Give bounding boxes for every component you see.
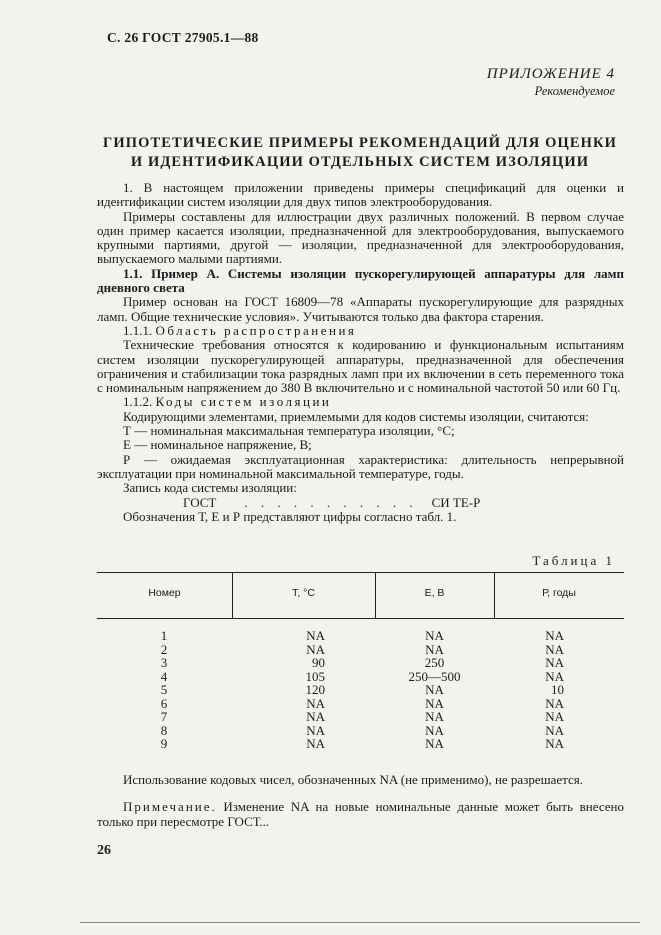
table-cell: 90 (312, 655, 325, 670)
code-template (97, 496, 624, 510)
paragraph-coding-elements: Кодирующими элементами, приемлемыми для кодов системы изоляции, считаются: (123, 408, 589, 424)
document-title (90, 134, 630, 172)
table-header-t: Т, °С (292, 587, 315, 599)
table-cell: NA (545, 628, 564, 643)
note-text: Изменение NA на новые номинальные данные может быть внесено только при пересмотре ГОСТ... (97, 799, 625, 829)
section-1-1-heading: 1.1. Пример А. Системы изоляции пускорегулирующей аппаратуры для ламп дневного света (97, 265, 624, 296)
section-1-1-2-heading (97, 395, 624, 409)
table-cell: NA (425, 628, 444, 643)
table-cell: 6 (160, 695, 168, 711)
code-left: ГОСТ (183, 494, 217, 510)
table-cell: NA (306, 641, 325, 657)
footer-text (97, 772, 624, 829)
table-cell: NA (545, 722, 564, 738)
paragraph-scope: Технические требования относятся к кодированию и функциональным испытаниям систем изоляции пускорегулирующей аппаратуры, предназначенной для обеспечения ограничения и стабилизации тока разрядных ламп при их включении в сеть переменного тока с номинальным напряжением до 380 В включительно и с номинальной частотой 50 или 60 Гц. (97, 337, 624, 396)
table-cell: 1 (160, 628, 168, 643)
table-column-t (285, 629, 325, 751)
appendix-status: Рекомендуемое (534, 84, 615, 98)
table-cell: 7 (160, 709, 168, 724)
appendix-label (487, 66, 615, 99)
table-cell: NA (545, 668, 564, 684)
table-cell: NA (545, 655, 564, 670)
table-cell: NA (306, 695, 325, 711)
table-cell: 250 (424, 655, 445, 670)
page-header: С. 26 ГОСТ 27905.1—88 (107, 30, 259, 45)
table-cell: 3 (160, 655, 168, 670)
list-item-t: Т — номинальная максимальная температура изоляции, °С; (123, 423, 455, 439)
paragraph-intro: 1. В настоящем приложении приведены примеры спецификаций для оценки и идентификации систем изоляции для двух типов электрооборудования. (97, 180, 624, 210)
table-cell: 10 (551, 682, 564, 697)
table-column-e (375, 629, 494, 751)
table-cell: NA (425, 736, 444, 751)
paragraph-notation: Обозначения Т, Е и Р представляют цифры согласно табл. 1. (123, 508, 457, 524)
table-caption: Таблица 1 (532, 553, 615, 568)
table-cell: 105 (305, 668, 325, 684)
section-number: 1.1.2. (123, 394, 153, 410)
table-cell: NA (545, 709, 564, 724)
table-cell: 250—500 (408, 668, 461, 684)
paragraph-na-usage: Использование кодовых чисел, обозначенных NA (не применимо), не разрешается. (123, 772, 583, 787)
table-cell: 2 (160, 641, 168, 657)
code-right: СИ ТЕ-Р (431, 494, 481, 510)
table-column-p (524, 629, 564, 751)
table-header-number: Номер (148, 587, 181, 599)
table-header-e: Е, В (424, 587, 445, 599)
table-header-rule (97, 618, 624, 619)
list-item-e: Е — номинальное напряжение, В; (123, 437, 312, 453)
table-cell: NA (425, 695, 444, 711)
section-number: 1.1.1. (123, 322, 153, 338)
table-cell: NA (306, 722, 325, 738)
section-title: Область распространения (155, 322, 357, 338)
table-cell: NA (306, 628, 325, 643)
code-dots: . . . . . . . . . . . (244, 494, 418, 510)
table-top-rule (97, 572, 624, 573)
section-1-1-1-heading (97, 324, 624, 338)
note-label: Примечание. (123, 799, 217, 814)
note (97, 799, 624, 829)
table-cell: 8 (160, 722, 168, 738)
table-cell: NA (545, 695, 564, 711)
table-cell: NA (545, 641, 564, 657)
table-cell: NA (425, 722, 444, 738)
title-line-1: ГИПОТЕТИЧЕСКИЕ ПРИМЕРЫ РЕКОМЕНДАЦИЙ ДЛЯ ОЦЕНКИ (103, 135, 617, 151)
table-cell: NA (545, 736, 564, 751)
table-cell: NA (306, 736, 325, 751)
section-title: Коды систем изоляции (155, 394, 332, 410)
table-cell: NA (425, 641, 444, 657)
list-item-p: Р — ожидаемая эксплуатационная характеристика: длительность непрерывной эксплуатации при номинальной максимальной температуре, годы. (97, 451, 624, 481)
appendix-title: ПРИЛОЖЕНИЕ 4 (486, 66, 615, 82)
title-line-2: И ИДЕНТИФИКАЦИИ ОТДЕЛЬНЫХ СИСТЕМ ИЗОЛЯЦИИ (130, 154, 590, 170)
table-cell: NA (425, 709, 444, 724)
table-cell: 9 (160, 736, 168, 751)
table-cell: NA (306, 709, 325, 724)
paragraph-code-record: Запись кода системы изоляции: (123, 480, 297, 496)
table-header-p: Р, годы (542, 587, 576, 599)
page-number: 26 (97, 843, 111, 858)
paragraph-example-basis: Пример основан на ГОСТ 16809—78 «Аппараты пускорегулирующие для разрядных ламп. Общие технические условия». Учитываются только два фактора старения. (97, 294, 624, 324)
page-bottom-edge (80, 922, 640, 923)
body-text (97, 181, 624, 524)
table-cell: 4 (160, 668, 168, 684)
table-cell: NA (425, 682, 444, 697)
paragraph-examples: Примеры составлены для иллюстрации двух различных положений. В первом случае один пример касается изоляции, предназначенной для электрооборудования, выпускаемого крупными партиями, другой — изоляции, предназначенной для электрооборудования, выпускаемого малыми партиями. (97, 208, 624, 267)
table-cell: 120 (305, 682, 325, 697)
table-column-number (154, 629, 174, 751)
table-cell: 5 (160, 682, 168, 697)
